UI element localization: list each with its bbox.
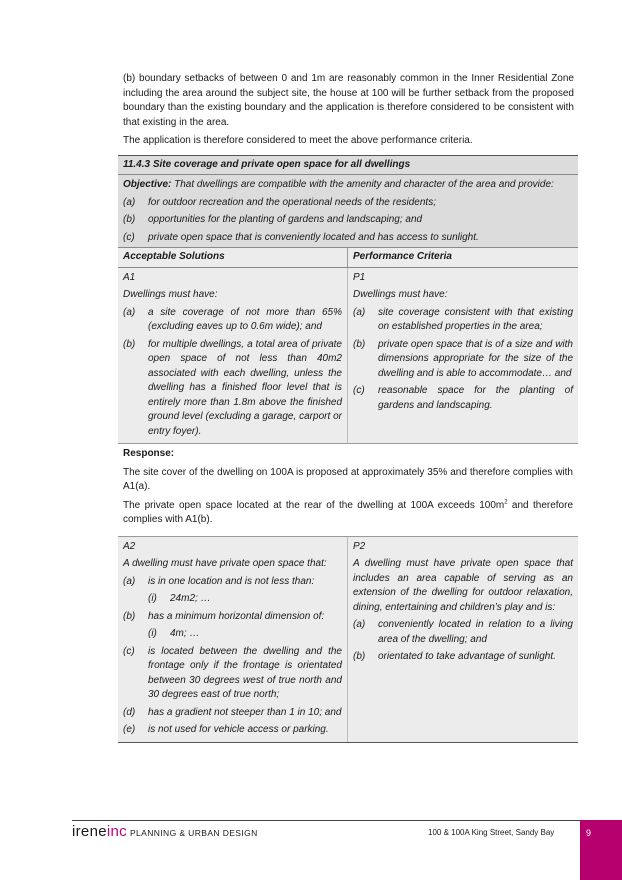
item-key: (i) — [148, 593, 157, 604]
response-paragraph — [123, 499, 573, 528]
performance-criteria-header: Performance Criteria — [353, 251, 452, 262]
a1-item — [123, 306, 342, 335]
intro-paragraph: (b) boundary setbacks of between 0 and 1m are reasonably common in the Inner Residential Zone including the area around the subject site, the house at 100 will be further setback from the proposed boundary than the existing boundary and the application is therefore considered to be consistent with that existing in the area. — [123, 73, 574, 128]
response-paragraph: The site cover of the dwelling on 100A is proposed at approximately 35% and therefore complies with A1(a). — [123, 466, 573, 492]
a2-item — [123, 706, 342, 721]
response-text: The private open space located at the rear of the dwelling at 100A exceeds 100m — [123, 499, 505, 511]
item-key: (a) — [123, 306, 136, 318]
p2-item — [353, 618, 573, 647]
a2-code: A2 — [123, 540, 136, 552]
p1-item — [353, 338, 573, 382]
item-text: has a minimum horizontal dimension of: — [148, 610, 325, 622]
item-text: site coverage consistent with that existing on established properties in the area; — [378, 306, 573, 332]
item-text: orientated to take advantage of sunlight. — [378, 651, 556, 662]
p2-lead: A dwelling must have private open space that includes an area capable of serving as an extension of the dwelling for outdoor relaxation, dining, entertaining and children’s play and is: — [353, 558, 573, 613]
document-body — [118, 70, 578, 743]
a1-p1-row — [118, 268, 578, 444]
objective-item — [123, 213, 573, 228]
p1-item — [353, 384, 573, 413]
a2-subitem — [148, 592, 342, 607]
a2-cell — [118, 537, 348, 742]
a2-item — [123, 610, 342, 625]
brand-logo — [72, 823, 258, 840]
a1-code: A1 — [123, 271, 136, 283]
item-text: reasonable space for the planting of gardens and landscaping. — [378, 385, 573, 411]
section-table — [118, 155, 578, 743]
item-text: conveniently located in relation to a living area of the dwelling; and — [378, 619, 573, 645]
p1-cell — [348, 268, 578, 444]
objective-body: That dwellings are compatible with the amenity and character of the area and provide: — [171, 179, 554, 190]
item-text: is not used for vehicle access or parking. — [148, 724, 329, 735]
item-text: 24m2; … — [170, 593, 211, 604]
item-text: has a gradient not steeper than 1 in 10; and — [148, 706, 342, 718]
item-text: for outdoor recreation and the operational needs of the residents; — [148, 196, 436, 208]
item-key: (e) — [123, 724, 136, 735]
response-block — [118, 443, 578, 536]
brand-inc: inc — [106, 823, 127, 840]
objective-item — [123, 231, 573, 246]
item-key: (a) — [123, 196, 136, 208]
objective-item — [123, 196, 573, 211]
a2-subitem — [148, 627, 342, 642]
footer-address: 100 & 100A King Street, Sandy Bay — [428, 828, 555, 837]
item-key: (a) — [353, 619, 366, 630]
page-number-tab — [580, 820, 622, 880]
p2-code: P2 — [353, 540, 366, 552]
page-number: 9 — [586, 828, 592, 838]
a2-lead: A dwelling must have private open space that: — [123, 558, 327, 569]
brand-irene: irene — [72, 823, 107, 840]
brand-subtitle: PLANNING & URBAN DESIGN — [129, 828, 258, 838]
acceptable-solutions-header: Acceptable Solutions — [118, 248, 348, 267]
table-bottom-rule — [118, 742, 578, 743]
a1-item — [123, 338, 342, 440]
a1-lead: Dwellings must have: — [123, 289, 218, 300]
p1-item — [353, 306, 573, 335]
item-text: 4m; … — [170, 628, 200, 639]
p2-item — [353, 650, 573, 665]
item-text: opportunities for the planting of gardens and landscaping; and — [148, 214, 423, 225]
a2-item — [123, 723, 342, 738]
item-key: (a) — [353, 306, 366, 318]
item-text: private open space that is conveniently located and has access to sunlight. — [148, 231, 479, 243]
response-text: and therefore complies with A1(b). — [123, 499, 574, 525]
item-text: is in one location and is not less than: — [148, 575, 315, 587]
item-key: (c) — [123, 231, 135, 243]
item-key: (b) — [353, 338, 366, 350]
p1-code: P1 — [353, 271, 366, 283]
item-key: (a) — [123, 575, 136, 587]
p2-cell — [348, 537, 578, 742]
objective-label: Objective: — [123, 179, 172, 190]
item-text: is located between the dwelling and the frontage only if the frontage is orientated between 30 degrees west of true north and 30 degrees east of true north; — [148, 645, 342, 700]
section-heading: 11.4.3 Site coverage and private open space for all dwellings — [118, 156, 578, 176]
objective-block — [118, 175, 578, 247]
item-key: (d) — [123, 706, 136, 718]
item-key: (b) — [123, 214, 136, 225]
a2-item — [123, 575, 342, 590]
item-key: (i) — [148, 628, 157, 639]
objective-text — [123, 178, 573, 193]
a2-item — [123, 645, 342, 703]
item-text: private open space that is of a size and with dimensions appropriate for the size of the dwelling and is able to accommodate… and — [378, 338, 573, 379]
footer-rule — [72, 820, 580, 821]
item-key: (c) — [353, 385, 365, 396]
item-key: (b) — [123, 610, 136, 622]
item-text: a site coverage of not more than 65% (excluding eaves up to 0.6m wide); and — [148, 306, 342, 332]
superscript: 2 — [504, 499, 508, 506]
intro-conclusion: The application is therefore considered to meet the above performance criteria. — [123, 135, 473, 146]
item-key: (b) — [123, 338, 136, 350]
item-key: (c) — [123, 645, 135, 657]
column-headers — [118, 247, 578, 268]
p1-lead: Dwellings must have: — [353, 289, 448, 300]
a2-p2-row — [118, 536, 578, 742]
a1-cell — [118, 268, 348, 444]
item-text: for multiple dwellings, a total area of private open space of not less than 40m2 associated with each dwelling, unless the dwelling has a finished floor level that is entirely more than 1.8m above the finished ground level (excluding a garage, carport or entry foyer). — [148, 338, 342, 437]
response-label: Response: — [123, 448, 175, 459]
item-key: (b) — [353, 651, 366, 662]
